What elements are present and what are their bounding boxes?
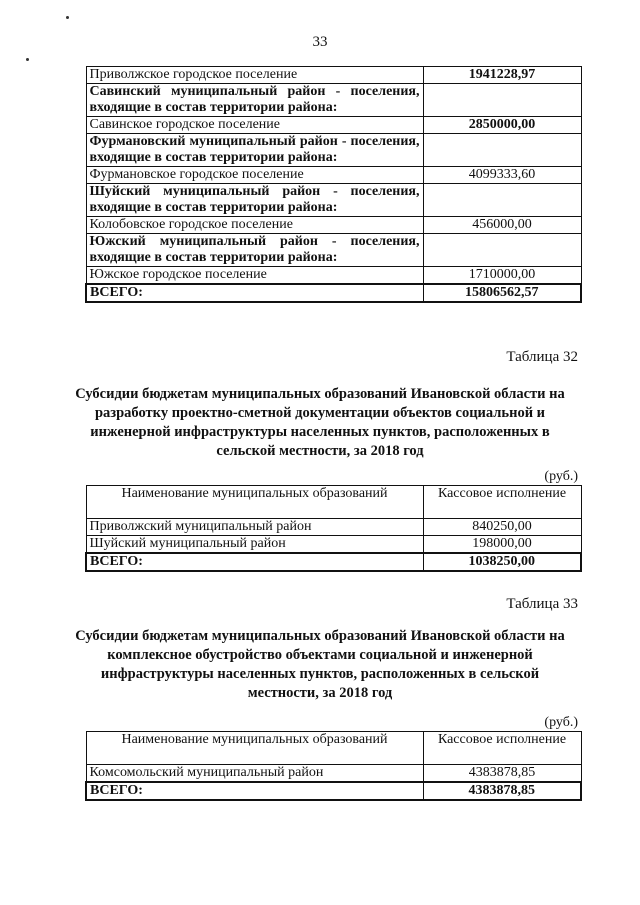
row-value: 456000,00 <box>423 217 581 234</box>
table-row <box>86 234 581 267</box>
settlements-table <box>85 66 582 303</box>
row-name: Шуйский муниципальный район - поселения, входящие в состав территории района: <box>86 184 423 217</box>
table-row <box>86 67 581 84</box>
table-33 <box>85 731 582 801</box>
table-header-row <box>86 486 581 519</box>
row-name: Савинское городское поселение <box>86 117 423 134</box>
page-number: 33 <box>312 34 328 50</box>
row-value: 4383878,85 <box>423 765 581 783</box>
table-row <box>86 536 581 554</box>
table-row <box>86 765 581 783</box>
table-33-label: Таблица 33 <box>506 596 578 612</box>
row-value: 4099333,60 <box>423 167 581 184</box>
row-name: Приволжское городское поселение <box>86 67 423 84</box>
col-value-header: Кассовое исполнение <box>423 732 581 765</box>
row-value <box>423 184 581 217</box>
col-name-header: Наименование муниципальных образований <box>86 732 423 765</box>
table-header-row <box>86 732 581 765</box>
total-row <box>86 553 581 571</box>
total-value: 4383878,85 <box>423 782 581 800</box>
total-row <box>86 782 581 800</box>
row-value: 2850000,00 <box>423 117 581 134</box>
row-name: Южский муниципальный район - поселения, входящие в состав территории района: <box>86 234 423 267</box>
row-value: 198000,00 <box>423 536 581 554</box>
total-label: ВСЕГО: <box>86 553 423 571</box>
row-value: 1941228,97 <box>423 67 581 84</box>
scan-speck <box>66 16 69 19</box>
row-name: Савинский муниципальный район - поселения, входящие в состав территории района: <box>86 84 423 117</box>
row-value <box>423 84 581 117</box>
row-name: Приволжский муниципальный район <box>86 519 423 536</box>
scan-speck <box>26 58 29 61</box>
table-row <box>86 267 581 285</box>
row-name: Южское городское поселение <box>86 267 423 285</box>
total-label: ВСЕГО: <box>86 782 423 800</box>
total-value: 15806562,57 <box>423 284 581 302</box>
row-name: Фурмановское городское поселение <box>86 167 423 184</box>
table-33-title: Субсидии бюджетам муниципальных образований Ивановской области на комплексное обустройство объектами социальной и инженерной инфраструктуры населенных пунктов, расположенных в сельской местности, за 2018 год <box>75 628 565 701</box>
table-33-unit: (руб.) <box>544 715 578 730</box>
table-row <box>86 167 581 184</box>
table-row <box>86 84 581 117</box>
table-row <box>86 519 581 536</box>
table-32-unit: (руб.) <box>544 469 578 484</box>
table-32 <box>85 485 582 572</box>
row-value <box>423 134 581 167</box>
total-value: 1038250,00 <box>423 553 581 571</box>
table-row <box>86 134 581 167</box>
total-row <box>86 284 581 302</box>
row-name: Колобовское городское поселение <box>86 217 423 234</box>
row-name: Шуйский муниципальный район <box>86 536 423 554</box>
row-value: 1710000,00 <box>423 267 581 285</box>
row-value <box>423 234 581 267</box>
table-32-label: Таблица 32 <box>506 349 578 365</box>
table-row <box>86 184 581 217</box>
table-row <box>86 217 581 234</box>
row-name: Фурмановский муниципальный район - поселения, входящие в состав территории района: <box>86 134 423 167</box>
table-row <box>86 117 581 134</box>
col-name-header: Наименование муниципальных образований <box>86 486 423 519</box>
table-32-title: Субсидии бюджетам муниципальных образований Ивановской области на разработку проектно-сметной документации объектов социальной и инженерной инфраструктуры населенных пунктов, расположенных в сельской местности, за 2018 год <box>75 386 565 459</box>
total-label: ВСЕГО: <box>86 284 423 302</box>
row-name: Комсомольский муниципальный район <box>86 765 423 783</box>
row-value: 840250,00 <box>423 519 581 536</box>
col-value-header: Кассовое исполнение <box>423 486 581 519</box>
